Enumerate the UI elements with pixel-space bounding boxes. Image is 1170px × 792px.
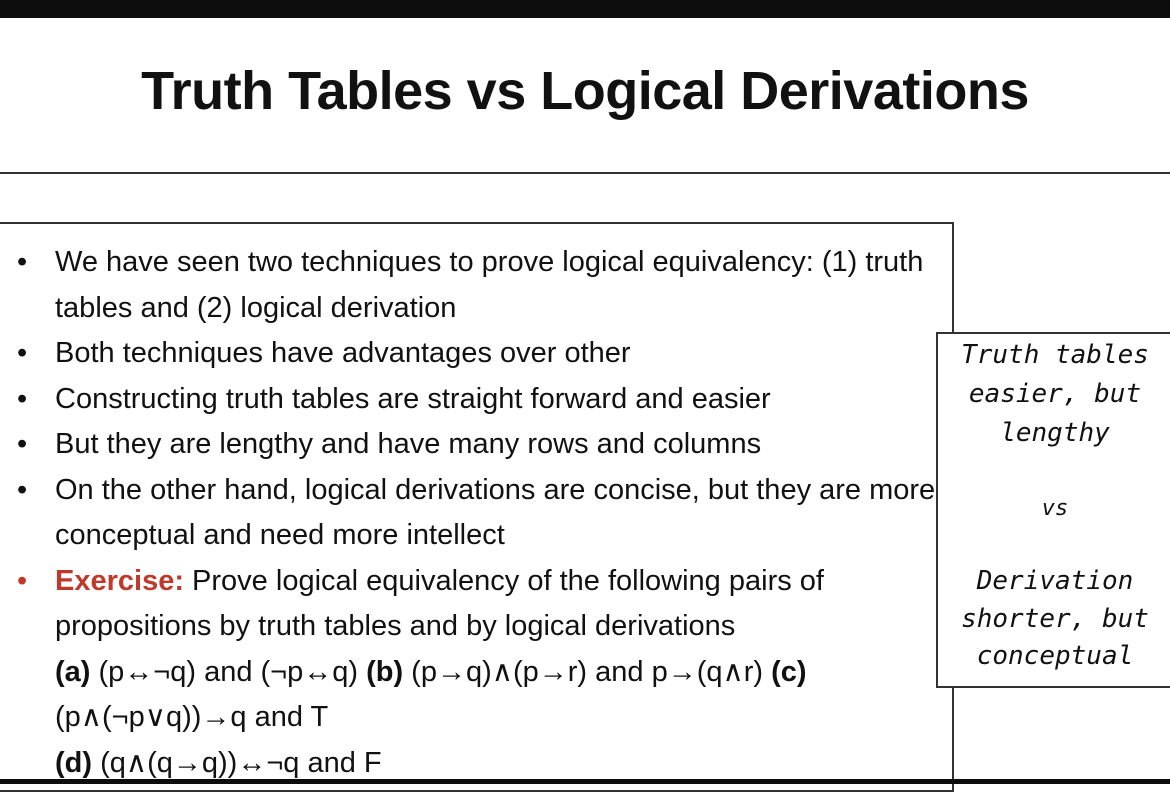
bullet-text: We have seen two techniques to prove logical equivalency: (1) truth tables and (2) logical derivation (55, 246, 924, 324)
item-d-expr: (q∧(q→q))↔¬q and F (92, 746, 382, 779)
side-note-vs: vs (1041, 496, 1069, 521)
exercise-label: Exercise: (55, 564, 184, 597)
item-d-label: (d) (55, 746, 93, 779)
bullet-dot-icon: • (17, 564, 28, 597)
item-a-expr: (p↔¬q) and (¬p↔q) (90, 655, 367, 688)
side-note-line: shorter, but (961, 604, 1149, 634)
bullet-dot-icon: • (17, 428, 28, 460)
side-note-line: easier, but (968, 379, 1142, 409)
exercise-text: Prove logical equivalency of the following pairs of propositions by truth tables and by logical derivations (55, 564, 824, 642)
exercise-bullet (0, 559, 952, 787)
bullet-text: On the other hand, logical derivations are concise, but they are more conceptual and need more intellect (55, 473, 936, 551)
top-frame-bar (0, 0, 1170, 18)
side-note-line: Truth tables (961, 340, 1149, 370)
side-note-line: Derivation (976, 566, 1134, 596)
bullet-dot-icon: • (17, 473, 28, 506)
bullet-text: Constructing truth tables are straight forward and easier (55, 382, 771, 415)
bottom-frame-bar (0, 779, 1170, 784)
item-b-expr: (p→q)∧(p→r) and p→(q∧r) (403, 655, 772, 688)
item-b-label: (b) (366, 655, 404, 688)
bullet-item (0, 468, 952, 559)
bullet-item (0, 422, 952, 468)
title-box (0, 18, 1170, 174)
side-note-box (936, 332, 1170, 688)
bullet-dot-icon: • (17, 337, 28, 369)
bullet-item (0, 240, 952, 331)
content-box (0, 222, 954, 792)
bullet-list (0, 224, 952, 786)
bullet-dot-icon: • (17, 382, 28, 415)
bullet-text: But they are lengthy and have many rows and columns (55, 428, 762, 460)
slide-title: Truth Tables vs Logical Derivations (141, 61, 1029, 121)
bullet-item (0, 377, 952, 423)
item-c-label: (c) (771, 655, 807, 688)
side-note-line: lengthy (1000, 418, 1110, 448)
bullet-item (0, 331, 952, 377)
item-c-expr: (p∧(¬p∨q))→q and T (55, 701, 329, 733)
bullet-text: Both techniques have advantages over other (55, 337, 631, 369)
item-a-label: (a) (55, 655, 91, 688)
side-note-line: conceptual (976, 641, 1134, 671)
bullet-dot-icon: • (17, 246, 28, 278)
